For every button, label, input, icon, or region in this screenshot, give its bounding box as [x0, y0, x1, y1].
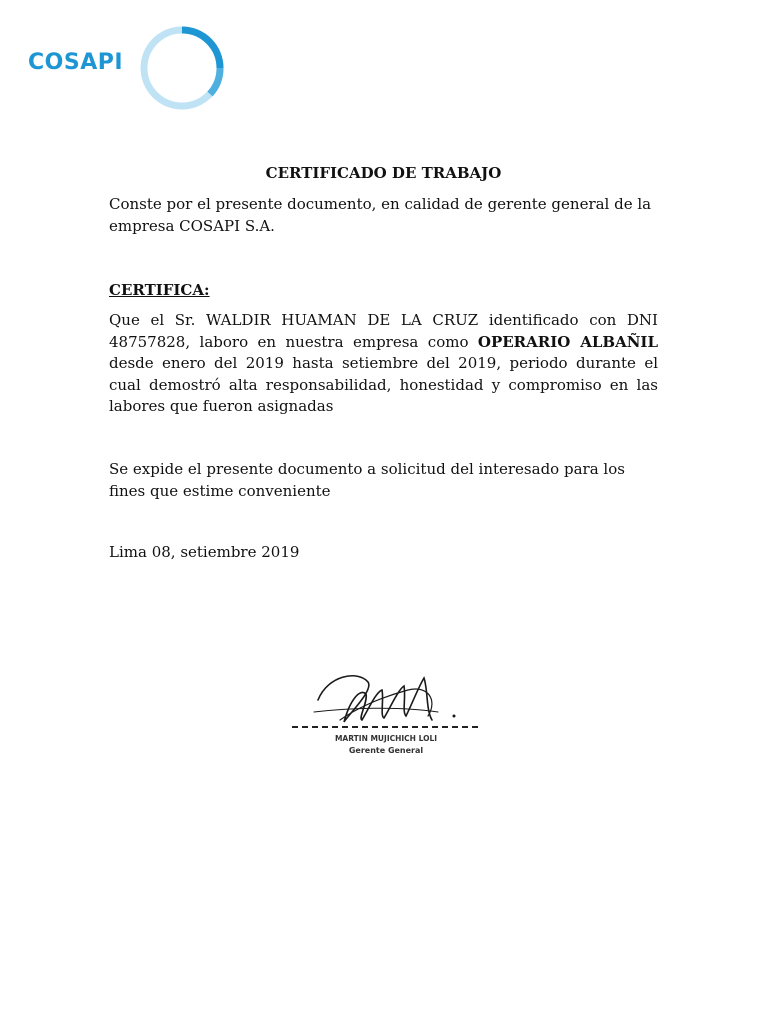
certification-paragraph: [109, 310, 658, 418]
signatory-name: MARTIN MUJICHICH LOLI: [334, 734, 438, 743]
logo-ring-icon: [136, 24, 228, 112]
handwritten-signature: [288, 660, 484, 760]
signature-line: [292, 726, 478, 728]
logo-wordmark: COSAPI: [28, 50, 124, 75]
date-line: Lima 08, setiembre 2019: [109, 543, 300, 561]
job-position: OPERARIO ALBAÑIL: [477, 332, 658, 351]
intro-paragraph: Conste por el presente documento, en calidad de gerente general de la empresa COSAPI S.A.: [109, 195, 652, 235]
certification-text-part1: Que el Sr. WALDIR HUAMAN DE LA CRUZ identificado con DNI 48757828, laboro en nuestra empresa como: [109, 311, 658, 351]
expide-paragraph: Se expide el presente documento a solicitud del interesado para los fines que estime conveniente: [109, 460, 625, 500]
signature-block: [288, 660, 484, 760]
certification-text-part2: desde enero del 2019 hasta setiembre del 2019, periodo durante el cual demostró alta responsabilidad, honestidad y compromiso en las labores que fueron asignadas: [109, 354, 658, 415]
certifica-heading: CERTIFICA:: [109, 281, 210, 299]
document-title: CERTIFICADO DE TRABAJO: [265, 164, 502, 182]
signatory-role: Gerente General: [348, 746, 424, 755]
